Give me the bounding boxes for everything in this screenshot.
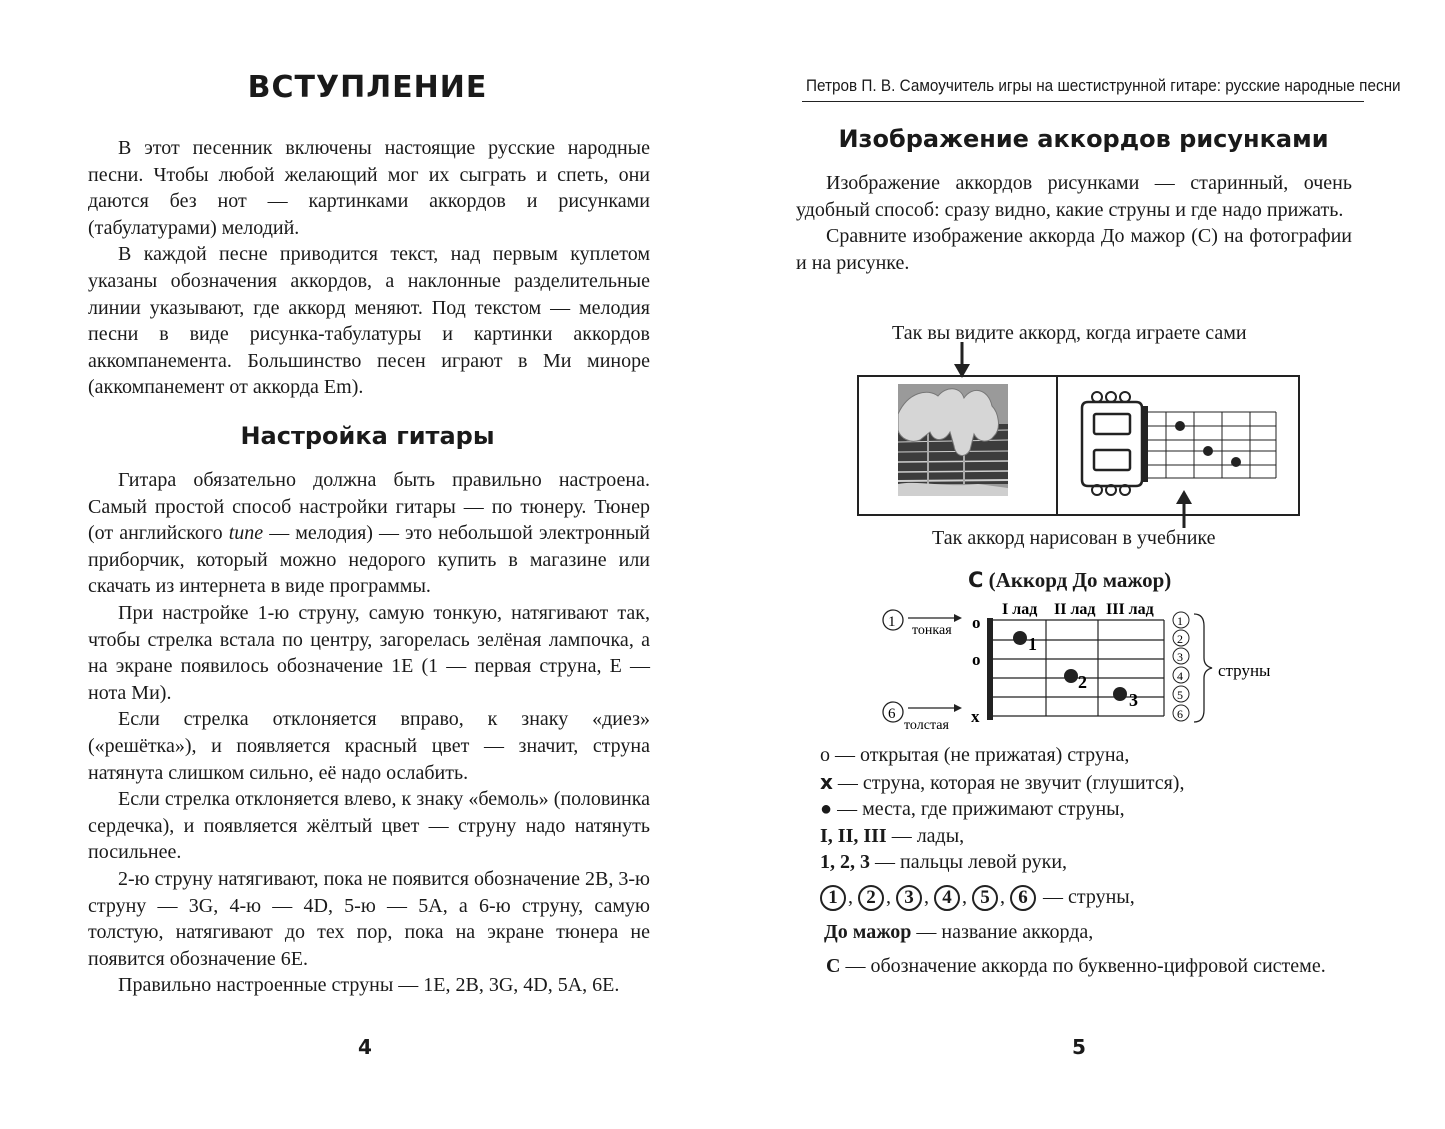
caption-bottom: Так аккорд нарисован в учебнике bbox=[932, 527, 1216, 549]
paragraph: Гитара обязательно должна быть правильно настроена. Самый простой способ настройки гитары — по тюнеру. Тюнер (от английского tune — мелодия) — это небольшой электронный приборчик, который можно недорого купить в магазине или скачать из интернета в виде программы. bbox=[88, 469, 651, 598]
svg-text:3: 3 bbox=[1177, 650, 1183, 664]
small-chord-drawing bbox=[1078, 388, 1283, 500]
finger-number: 3 bbox=[1129, 690, 1138, 710]
page-number: 5 bbox=[1072, 1035, 1086, 1059]
thin-label: тонкая bbox=[912, 623, 952, 638]
chord-diagram bbox=[872, 596, 1282, 734]
open-string-mark: o bbox=[972, 650, 981, 669]
paragraph: При настройке 1-ю струну, самую тонкую, натягивают так, чтобы стрелка встала по центру, загорелась зелёная лампочка, а на экране появилось обозначение 1E (1 — первая струна, E — нота Ми). bbox=[88, 601, 650, 704]
strings-label: струны bbox=[1218, 661, 1271, 680]
left-page bbox=[0, 0, 720, 1129]
finger-dot bbox=[1113, 687, 1127, 701]
legend-line: x — струна, которая не звучит (глушится), bbox=[820, 769, 1185, 794]
fret-label: I лад bbox=[1002, 601, 1038, 618]
left-string-number: 6 bbox=[888, 706, 896, 722]
legend-line: I, II, III — лады, bbox=[820, 824, 965, 847]
running-head: Петров П. В. Самоучитель игры на шестиструнной гитаре: русские народные песни bbox=[806, 76, 1401, 95]
paragraph: Если стрелка отклоняется вправо, к знаку «диез» («решётка»), и появляется красный цвет — значит, струна натянута слишком сильно, её надо ослабить. bbox=[88, 708, 650, 784]
svg-text:2: 2 bbox=[1177, 632, 1183, 646]
svg-text:6: 6 bbox=[1177, 707, 1183, 721]
finger-dot bbox=[1013, 631, 1027, 645]
paragraph: 2-ю струну натягивают, пока не появится обозначение 2B, 3-ю струну — 3G, 4-ю — 4D, 5-ю — 5A, а 6-ю струну, самую толстую, натягивают до тех пор, пока на экране тюнера не появится обозначение 6E. bbox=[88, 867, 650, 970]
right-page bbox=[722, 0, 1445, 1129]
paragraph: Если стрелка отклоняется влево, к знаку «бемоль» (половинка сердечка), и появляется жёлтый цвет — струну надо натянуть посильнее. bbox=[88, 788, 650, 864]
page-title: ВСТУПЛЕНИЕ bbox=[247, 70, 488, 105]
finger-number: 1 bbox=[1028, 634, 1037, 654]
open-string-mark: o bbox=[972, 613, 981, 632]
page-number: 4 bbox=[358, 1035, 372, 1059]
caption-top: Так вы видите аккорд, когда играете сами bbox=[892, 322, 1247, 344]
figure-divider bbox=[1056, 375, 1058, 516]
legend-line: 1, 2, 3 — пальцы левой руки, bbox=[820, 851, 1068, 873]
paragraph: Изображение аккордов рисунками — старинный, очень удобный способ: сразу видно, какие струны и где надо прижать. bbox=[796, 172, 1352, 221]
legend-last-line: C — обозначение аккорда по буквенно-цифровой системе. bbox=[826, 955, 1326, 977]
legend-line: До мажор — название аккорда, bbox=[824, 920, 1094, 943]
italic-term: tune bbox=[228, 522, 264, 545]
finger-dot bbox=[1064, 669, 1078, 683]
svg-text:1: 1 bbox=[1177, 614, 1183, 628]
legend-line: ● — места, где прижимают струны, bbox=[820, 798, 1125, 820]
left-string-number: 1 bbox=[888, 614, 896, 630]
running-head-rule bbox=[802, 101, 1364, 102]
chords-text bbox=[796, 170, 1352, 276]
legend-line: 1 , 2 , 3 , 4 , 5 , 6 — струны, bbox=[820, 884, 1184, 911]
paragraph: В этот песенник включены настоящие русские народные песни. Чтобы любой желающий мог их сыграть и спеть, они даются без нот — картинками аккордов и рисунками (табулатурами) мелодий. bbox=[88, 137, 650, 239]
muted-string-mark: x bbox=[971, 707, 980, 726]
paragraph: В каждой песне приводится текст, над первым куплетом указаны обозначения аккордов, а наклонные разделительные линии указывают, где аккорд меняют. Под текстом — мелодия песни в виде рисунка-табулатуры и картинки аккордов аккомпанемента. Большинство песен играют в Ми миноре (аккомпанемент от аккорда Em). bbox=[88, 243, 650, 399]
fret-label: III лад bbox=[1106, 601, 1154, 618]
legend-line: о — открытая (не прижатая) струна, bbox=[820, 744, 1130, 766]
fret-label: II лад bbox=[1054, 601, 1096, 618]
thick-label: толстая bbox=[904, 718, 949, 733]
svg-text:5: 5 bbox=[1177, 688, 1183, 702]
hand-photo bbox=[898, 384, 1008, 496]
chord-legend bbox=[820, 742, 1184, 945]
paragraph: Правильно настроенные струны — 1E, 2B, 3G, 4D, 5A, 6E. bbox=[118, 974, 620, 997]
tuning-text bbox=[88, 467, 650, 999]
chord-title: C (Аккорд До мажор) bbox=[968, 568, 1172, 592]
section-title-chords: Изображение аккордов рисунками bbox=[838, 125, 1329, 153]
paragraph: Сравните изображение аккорда До мажор (C) на фотографии и на рисунке. bbox=[796, 225, 1352, 274]
section-title-tuning: Настройка гитары bbox=[240, 422, 495, 450]
svg-text:4: 4 bbox=[1177, 669, 1183, 683]
intro-text bbox=[88, 135, 650, 401]
finger-number: 2 bbox=[1078, 672, 1087, 692]
